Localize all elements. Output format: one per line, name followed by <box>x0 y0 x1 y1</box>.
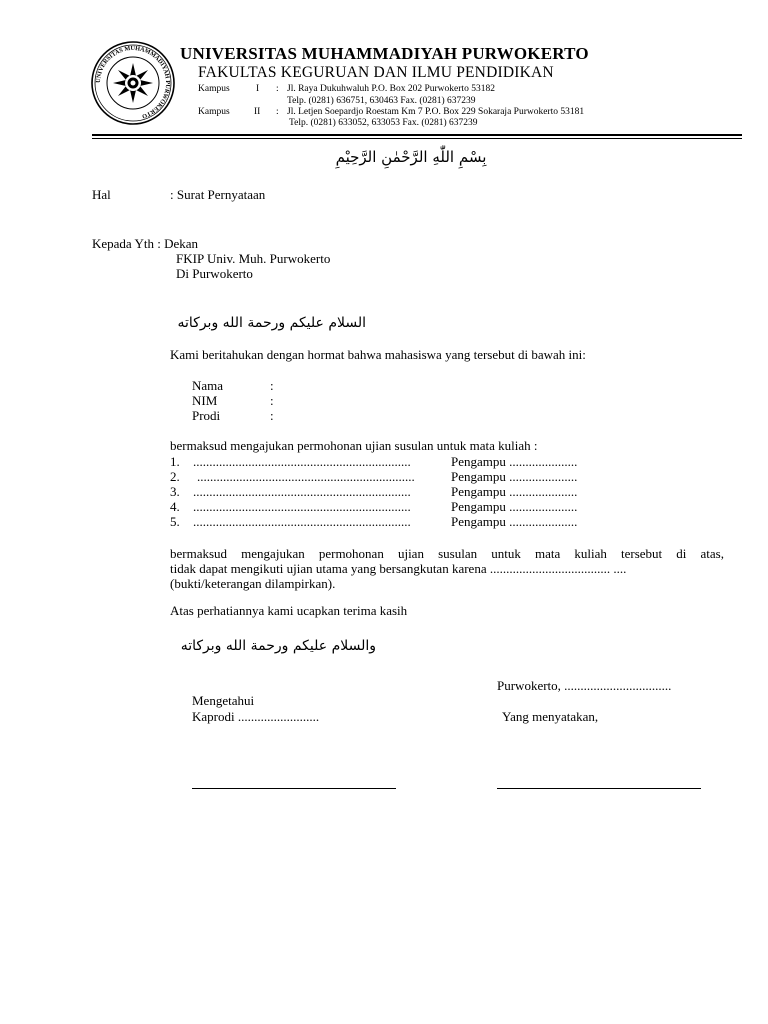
campus2-label: Kampus <box>198 107 230 117</box>
campus1-address: Jl. Raya Dukuhwaluh P.O. Box 202 Purwokerto 53182 <box>287 84 495 94</box>
course-1-pengampu: Pengampu ..................... <box>451 454 578 469</box>
campus1-label: Kampus <box>198 84 230 94</box>
campus1-colon: : <box>276 84 279 94</box>
reason-line-2: tidak dapat mengikuti ujian utama yang bersangkutan karena ..................................... .... <box>170 561 627 576</box>
recipient-line-1: Kepada Yth : Dekan <box>92 236 199 251</box>
logo-lettering: UNIVERSITAS MUHAMMADIYAH PURWOKERTO <box>94 44 172 120</box>
course-3-blank: ................................................................... <box>193 484 411 499</box>
recipient-line-3: Di Purwokerto <box>176 266 253 281</box>
field-nama-colon: : <box>270 378 274 393</box>
field-nim-label: NIM <box>192 393 218 408</box>
field-prodi-colon: : <box>270 408 274 423</box>
opening-salam: السلام عليكم ورحمة الله وبركاته <box>177 315 366 331</box>
field-nama-label: Nama <box>192 378 224 393</box>
course-5-number: 5. <box>170 514 180 529</box>
subject-label: Hal <box>92 187 111 202</box>
kaprodi-signature-line <box>192 788 396 789</box>
university-logo-seal <box>90 40 176 126</box>
course-2-blank: ................................................................... <box>197 469 415 484</box>
closing-sentence: Atas perhatiannya kami ucapkan terima kasih <box>170 603 408 618</box>
request-intro: bermaksud mengajukan permohonan ujian susulan untuk mata kuliah : <box>170 438 538 453</box>
field-prodi-label: Prodi <box>192 408 221 423</box>
campus1-phone: Telp. (0281) 636751, 630463 Fax. (0281) 637239 <box>287 96 476 106</box>
declarant-label: Yang menyatakan, <box>502 709 599 724</box>
header-rule-thick <box>92 134 742 136</box>
course-3-pengampu: Pengampu ..................... <box>451 484 578 499</box>
declarant-signature-line <box>497 788 701 789</box>
campus1-number: I <box>256 84 260 94</box>
campus2-phone: Telp. (0281) 633052, 633053 Fax. (0281) 637239 <box>289 118 478 128</box>
field-nim-colon: : <box>270 393 274 408</box>
course-1-blank: ................................................................... <box>193 454 411 469</box>
campus2-address: Jl. Letjen Soepardjo Roestam Km 7 P.O. Box 229 Sokaraja Purwokerto 53181 <box>287 107 585 117</box>
intro-sentence: Kami beritahukan dengan hormat bahwa mahasiswa yang tersebut di bawah ini: <box>170 347 586 362</box>
closing-salam: والسلام عليكم ورحمة الله وبركاته <box>180 638 376 654</box>
course-4-blank: ................................................................... <box>193 499 411 514</box>
course-5-pengampu: Pengampu ..................... <box>451 514 578 529</box>
course-5-blank: ................................................................... <box>193 514 411 529</box>
campus2-number: II <box>254 107 261 117</box>
mengetahui-label: Mengetahui <box>192 693 255 708</box>
university-name: UNIVERSITAS MUHAMMADIYAH PURWOKERTO <box>180 44 589 63</box>
reason-line-1: bermaksud mengajukan permohonan ujian susulan untuk mata kuliah tersebut di atas, <box>170 546 724 561</box>
recipient-line-2: FKIP Univ. Muh. Purwokerto <box>176 251 331 266</box>
course-1-number: 1. <box>170 454 180 469</box>
course-4-number: 4. <box>170 499 180 514</box>
basmalah: بِسْمِ اللّٰهِ الرَّحْمٰنِ الرَّحِيْمِ <box>335 148 487 166</box>
faculty-name: FAKULTAS KEGURUAN DAN ILMU PENDIDIKAN <box>198 64 554 81</box>
course-2-pengampu: Pengampu ..................... <box>451 469 578 484</box>
place-date: Purwokerto, ................................. <box>497 678 672 693</box>
header-rule-thin <box>92 138 742 139</box>
course-3-number: 3. <box>170 484 180 499</box>
course-2-number: 2. <box>170 469 180 484</box>
reason-line-3: (bukti/keterangan dilampirkan). <box>170 576 336 591</box>
campus2-colon: : <box>276 107 279 117</box>
kaprodi-label: Kaprodi ......................... <box>192 709 320 724</box>
subject-value: : Surat Pernyataan <box>170 187 266 202</box>
course-4-pengampu: Pengampu ..................... <box>451 499 578 514</box>
